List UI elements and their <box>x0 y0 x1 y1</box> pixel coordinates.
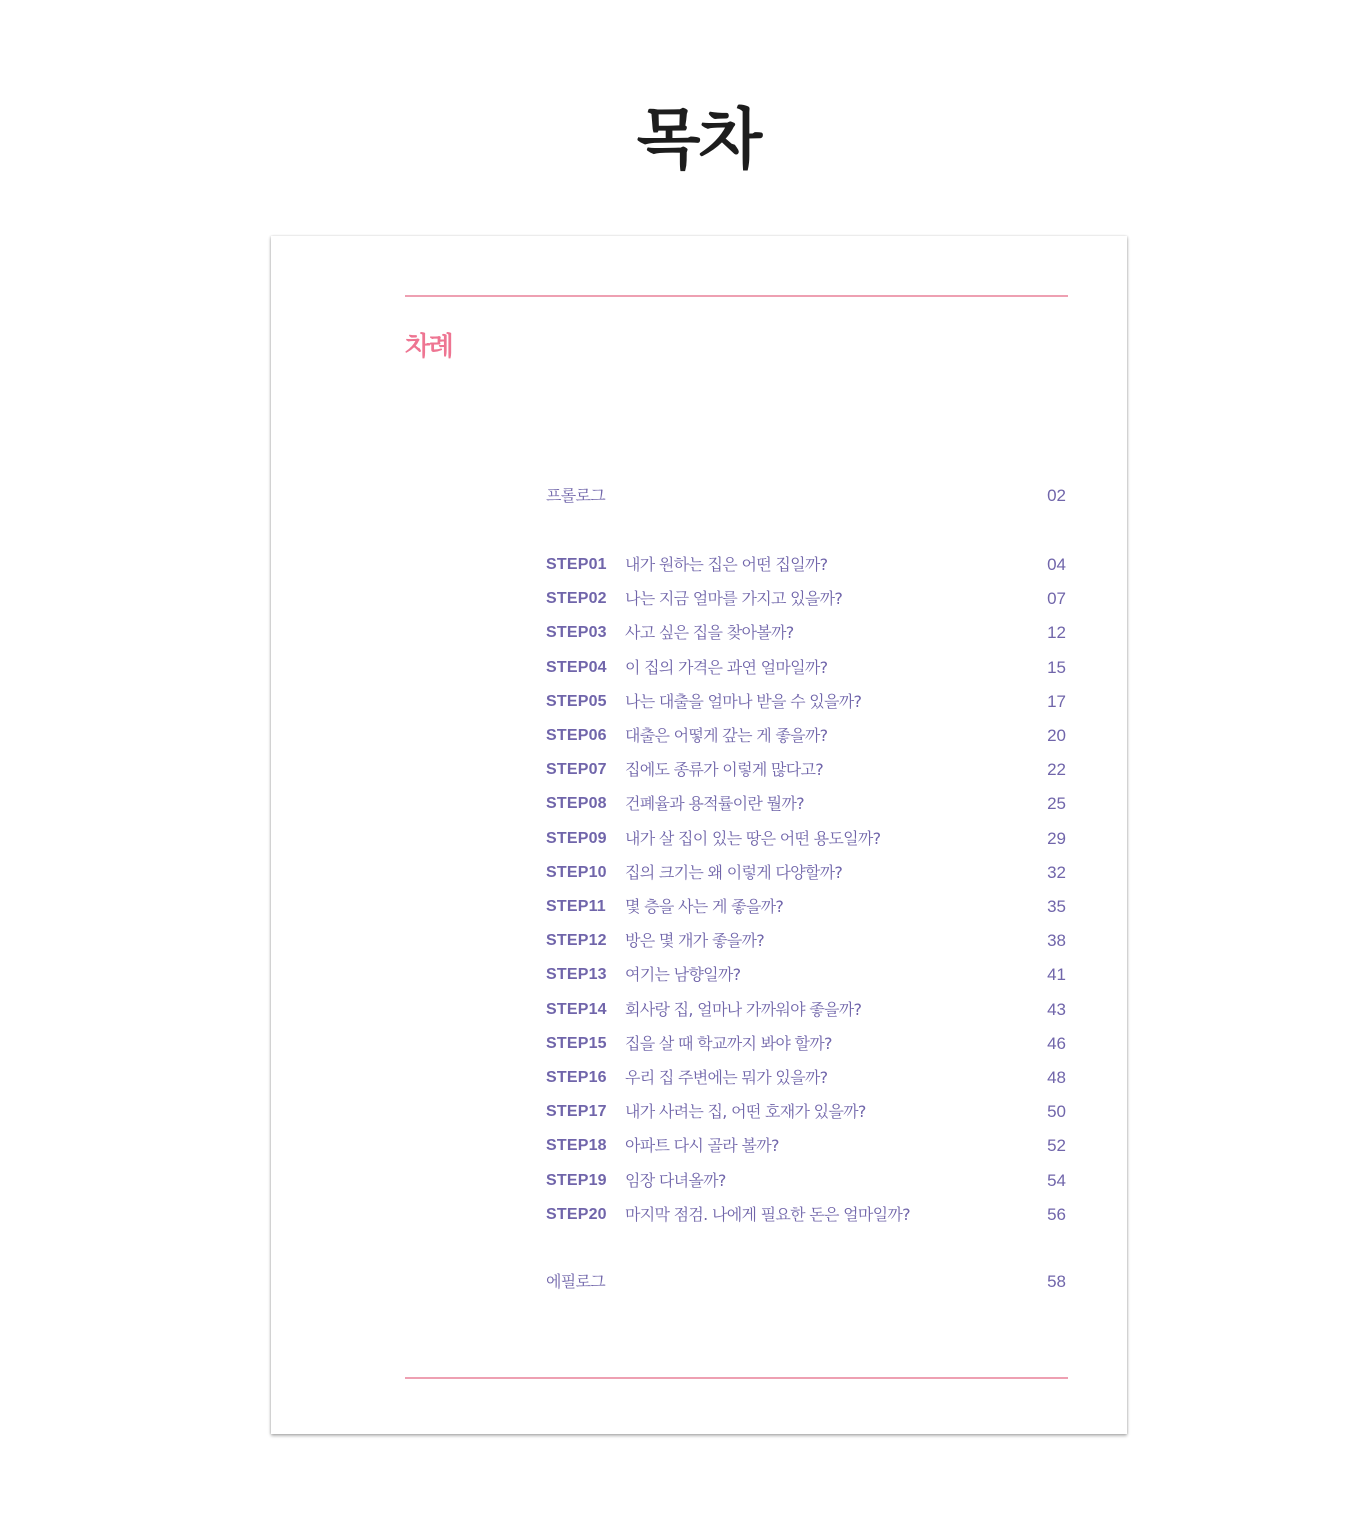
toc-row-step[interactable] <box>546 789 1066 819</box>
toc-entry-page: 07 <box>1047 589 1066 609</box>
toc-entry-title: 임장 다녀올까? <box>625 1170 726 1190</box>
toc-entry-title: 몇 층을 사는 게 좋을까? <box>625 897 784 916</box>
toc-step-label: STEP15 <box>546 1034 607 1052</box>
toc-sheet <box>271 236 1127 1434</box>
toc-entry-title: 우리 집 주변에는 뭐가 있을까? <box>625 1068 828 1087</box>
toc-entry-page: 22 <box>1047 760 1066 780</box>
toc-entry-title: 내가 사려는 집, 어떤 호재가 있을까? <box>625 1102 866 1122</box>
toc-entry-page: 38 <box>1047 931 1066 951</box>
toc-row-step[interactable] <box>546 550 1066 580</box>
toc-row-step[interactable] <box>546 1131 1066 1161</box>
toc-entry-title: 건폐율과 용적률이란 뭘까? <box>625 794 804 814</box>
toc-row-step[interactable] <box>546 687 1066 717</box>
section-title: 차례 <box>405 332 453 362</box>
toc-row-step[interactable] <box>546 721 1066 751</box>
toc-row-step[interactable] <box>546 926 1066 956</box>
toc-step-label: STEP16 <box>546 1069 607 1086</box>
toc-entry-title: 대출은 어떻게 갚는 게 좋을까? <box>625 726 828 745</box>
toc-step-label: STEP02 <box>546 590 607 608</box>
page-title: 목차 <box>636 101 761 178</box>
toc-entry-page: 29 <box>1047 828 1066 848</box>
bottom-divider <box>405 1377 1068 1379</box>
toc-row-step[interactable] <box>546 960 1066 990</box>
toc-step-label: STEP20 <box>546 1205 607 1223</box>
toc-entry-title: 이 집의 가격은 과연 얼마일까? <box>625 657 828 677</box>
toc-entry-page: 46 <box>1047 1033 1066 1053</box>
toc-entry-page: 54 <box>1047 1170 1066 1190</box>
toc-entry-page: 52 <box>1047 1136 1066 1156</box>
toc-entry-page: 50 <box>1047 1102 1066 1122</box>
toc-entry-page: 17 <box>1047 691 1066 711</box>
toc-entry-page: 58 <box>1047 1272 1066 1291</box>
toc-entry-page: 48 <box>1047 1068 1066 1087</box>
toc-entry-title: 내가 원하는 집은 어떤 집일까? <box>625 555 828 574</box>
toc-entry-title: 집에도 종류가 이렇게 많다고? <box>625 760 824 780</box>
toc-step-label: STEP04 <box>546 658 607 676</box>
toc-entry-title: 에필로그 <box>546 1272 606 1291</box>
toc-entry-page: 02 <box>1047 486 1066 505</box>
toc-step-label: STEP11 <box>546 898 606 915</box>
top-divider <box>405 295 1068 297</box>
toc-row-step[interactable] <box>546 653 1066 683</box>
toc-entry-page: 25 <box>1047 794 1066 814</box>
toc-step-label: STEP10 <box>546 863 607 881</box>
toc-row-step[interactable] <box>546 892 1066 922</box>
toc-row-step[interactable] <box>546 1063 1066 1093</box>
toc-step-label: STEP05 <box>546 692 607 710</box>
toc-entry-title: 사고 싶은 집을 찾아볼까? <box>625 623 794 643</box>
toc-entry-title: 마지막 점검. 나에게 필요한 돈은 얼마일까? <box>625 1204 910 1224</box>
toc-entry-title: 방은 몇 개가 좋을까? <box>625 931 764 951</box>
toc-entry-page: 56 <box>1047 1204 1066 1224</box>
toc-step-label: STEP14 <box>546 1000 607 1018</box>
toc-step-label: STEP08 <box>546 795 607 813</box>
toc-row-step[interactable] <box>546 1097 1066 1127</box>
toc-entry-title: 집의 크기는 왜 이렇게 다양할까? <box>625 862 843 882</box>
toc-row-step[interactable] <box>546 584 1066 614</box>
toc-entry-title: 회사랑 집, 얼마나 가까워야 좋을까? <box>625 999 862 1019</box>
toc-entry-title: 나는 지금 얼마를 가지고 있을까? <box>625 589 843 609</box>
toc-entry-title: 프롤로그 <box>546 486 606 505</box>
toc-entry-page: 41 <box>1047 965 1066 985</box>
toc-row-step[interactable] <box>546 618 1066 648</box>
toc-step-label: STEP12 <box>546 932 607 950</box>
toc-row-step[interactable] <box>546 858 1066 888</box>
toc-row-epilogue[interactable] <box>546 1267 1066 1297</box>
toc-entry-page: 35 <box>1047 897 1066 916</box>
toc-step-label: STEP03 <box>546 624 607 642</box>
toc-row-step[interactable] <box>546 1029 1066 1059</box>
toc-step-label: STEP09 <box>546 829 607 847</box>
toc-step-label: STEP18 <box>546 1137 607 1155</box>
toc-row-step[interactable] <box>546 755 1066 785</box>
toc-entry-title: 내가 살 집이 있는 땅은 어떤 용도일까? <box>625 828 881 848</box>
toc-entry-title: 아파트 다시 골라 볼까? <box>625 1136 779 1156</box>
toc-entry-page: 32 <box>1047 862 1066 882</box>
toc-entry-page: 04 <box>1047 555 1066 574</box>
toc-step-label: STEP17 <box>546 1103 607 1121</box>
toc-entry-title: 여기는 남향일까? <box>625 965 741 985</box>
toc-step-label: STEP01 <box>546 556 607 573</box>
toc-step-label: STEP13 <box>546 966 607 984</box>
toc-entry-page: 20 <box>1047 726 1066 745</box>
toc-step-label: STEP19 <box>546 1171 607 1189</box>
toc-entry-title: 나는 대출을 얼마나 받을 수 있을까? <box>625 691 862 711</box>
toc-entry-page: 15 <box>1047 657 1066 677</box>
toc-entry-page: 12 <box>1047 623 1066 643</box>
toc-row-step[interactable] <box>546 1166 1066 1196</box>
toc-row-step[interactable] <box>546 995 1066 1025</box>
toc-step-label: STEP06 <box>546 727 607 744</box>
toc-row-step[interactable] <box>546 1200 1066 1230</box>
toc-row-prologue[interactable] <box>546 481 1066 511</box>
toc-entry-title: 집을 살 때 학교까지 봐야 할까? <box>625 1033 832 1053</box>
toc-step-label: STEP07 <box>546 761 607 779</box>
toc-row-step[interactable] <box>546 824 1066 854</box>
toc-entry-page: 43 <box>1047 999 1066 1019</box>
